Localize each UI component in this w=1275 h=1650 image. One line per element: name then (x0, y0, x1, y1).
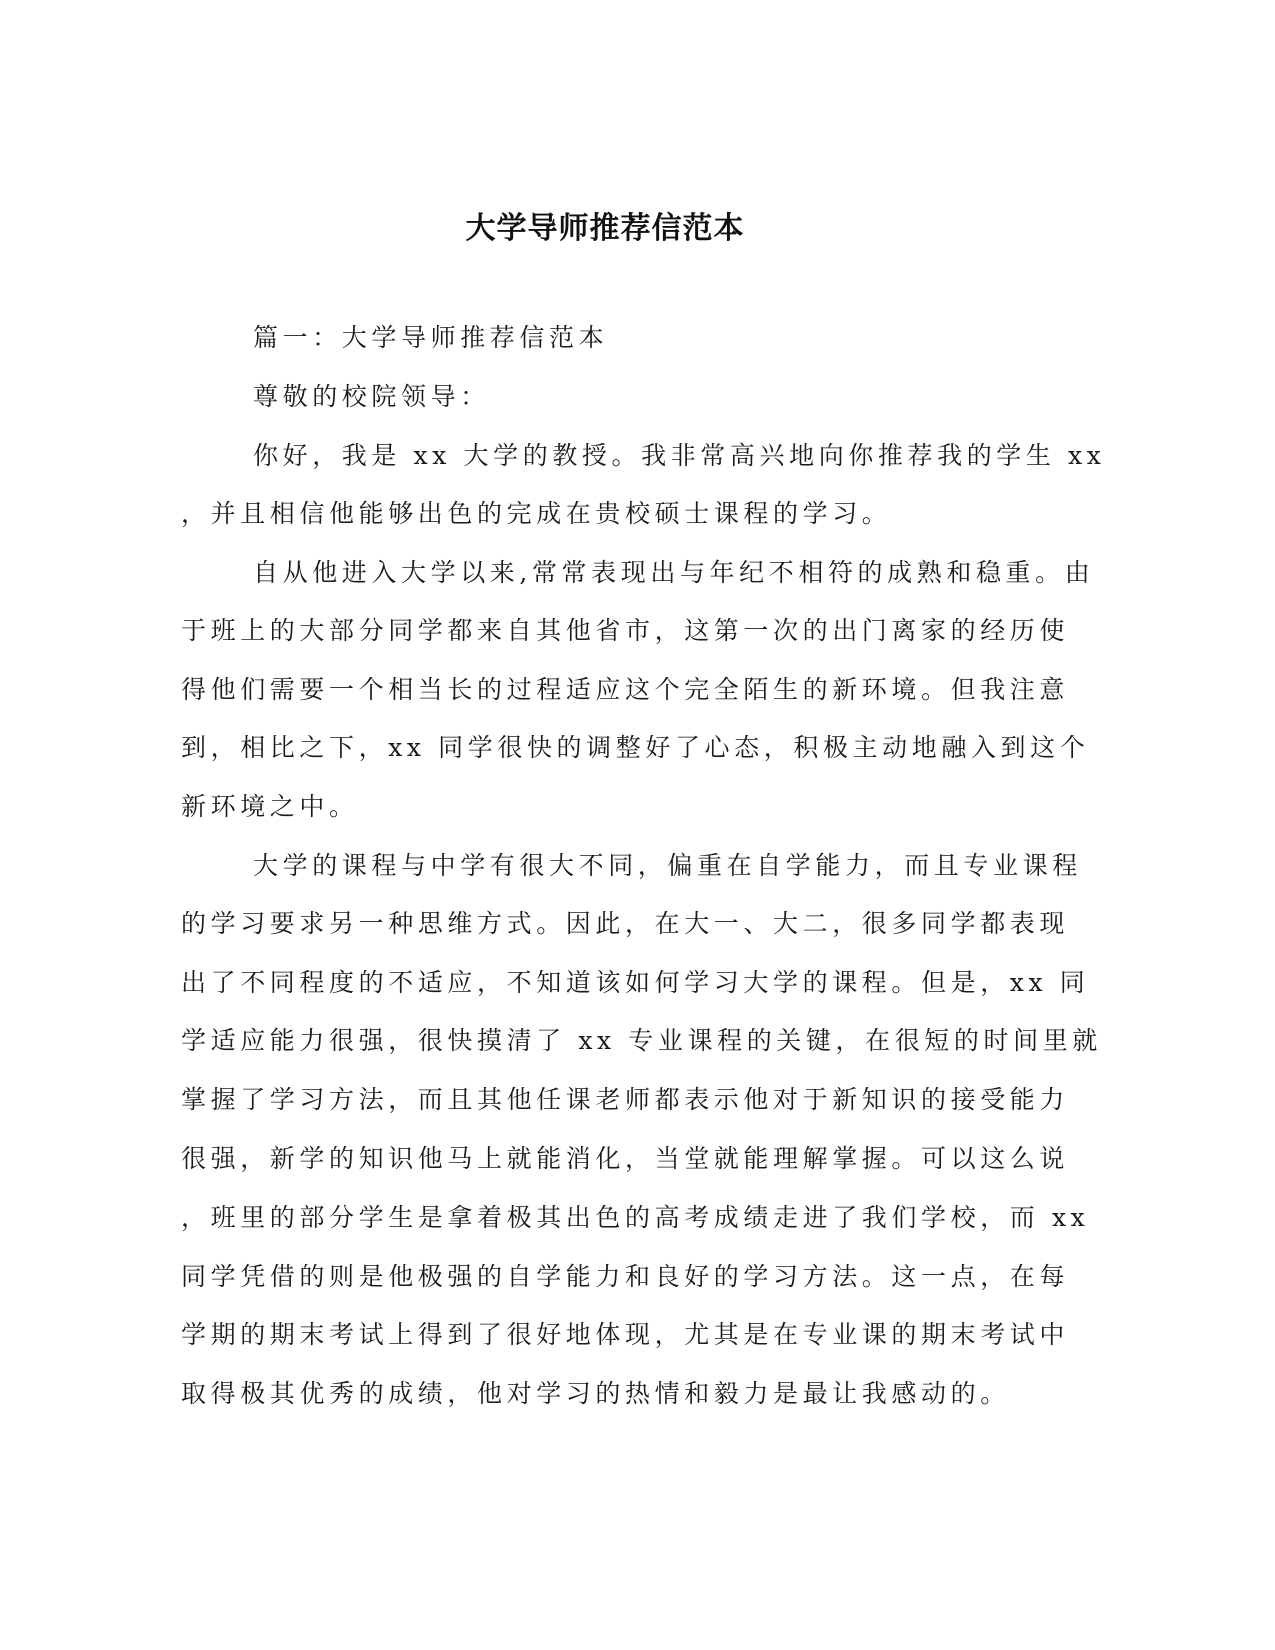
paragraph-line: 很强，新学的知识他马上就能消化，当堂就能理解掌握。可以这么说 (181, 1144, 1070, 1173)
paragraph-line: 的学习要求另一种思维方式。因此，在大一、大二，很多同学都表现 (181, 909, 1070, 938)
paragraph-line: 掌握了学习方法，而且其他任课老师都表示他对于新知识的接受能力 (181, 1085, 1070, 1114)
paragraph-line: 新环境之中。 (181, 792, 359, 821)
paragraph-line: 取得极其优秀的成绩，他对学习的热情和毅力是最让我感动的。 (181, 1379, 1010, 1408)
document-title: 大学导师推荐信范本 (465, 211, 745, 246)
paragraph-line: 大学的课程与中学有很大不同，偏重在自学能力，而且专业课程 (253, 851, 1082, 880)
paragraph-line: 你好，我是 xx 大学的教授。我非常高兴地向你推荐我的学生 xx (253, 441, 1106, 470)
paragraph-line: ，并且相信他能够出色的完成在贵校硕士课程的学习。 (181, 499, 892, 528)
paragraph-line: ，班里的部分学生是拿着极其出色的高考成绩走进了我们学校，而 xx (181, 1203, 1090, 1232)
paragraph-line: 学适应能力很强，很快摸清了 xx 专业课程的关键，在很短的时间里就 (181, 1026, 1102, 1055)
paragraph-line: 到，相比之下，xx 同学很快的调整好了心态，积极主动地融入到这个 (181, 733, 1090, 762)
section-heading: 篇一：大学导师推荐信范本 (253, 323, 609, 352)
paragraph-line: 同学凭借的则是他极强的自学能力和良好的学习方法。这一点，在每 (181, 1262, 1070, 1291)
paragraph-line: 自从他进入大学以来,常常表现出与年纪不相符的成熟和稳重。由 (253, 558, 1095, 587)
paragraph-line: 于班上的大部分同学都来自其他省市，这第一次的出门离家的经历使 (181, 616, 1070, 645)
paragraph-line: 出了不同程度的不适应，不知道该如何学习大学的课程。但是，xx 同 (181, 968, 1090, 997)
paragraph-line: 学期的期末考试上得到了很好地体现，尤其是在专业课的期末考试中 (181, 1320, 1070, 1349)
salutation: 尊敬的校院领导： (253, 382, 490, 411)
paragraph-line: 得他们需要一个相当长的过程适应这个完全陌生的新环境。但我注意 (181, 675, 1070, 704)
